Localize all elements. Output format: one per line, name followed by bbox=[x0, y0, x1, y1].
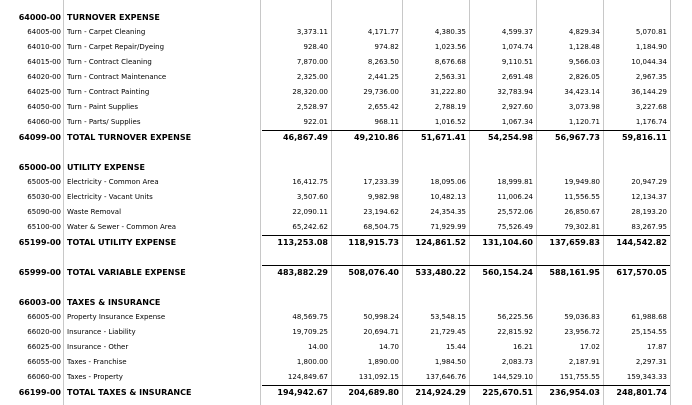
account-code[interactable]: 65005-00 bbox=[27, 178, 61, 186]
account-description[interactable]: Turn - Parts/ Supplies bbox=[67, 118, 141, 126]
value-cell[interactable]: 65,242.62 bbox=[292, 223, 328, 231]
account-code[interactable]: 65999-00 bbox=[18, 268, 61, 277]
table-row bbox=[0, 370, 692, 385]
value-cell[interactable]: 22,815.92 bbox=[497, 328, 533, 336]
total-value[interactable]: 56,967.73 bbox=[554, 133, 600, 142]
account-code[interactable]: 64010-00 bbox=[27, 43, 61, 51]
value-cell[interactable]: 48,569.75 bbox=[292, 313, 328, 321]
account-code[interactable]: 65100-00 bbox=[27, 223, 61, 231]
value-cell[interactable]: 2,528.97 bbox=[296, 103, 328, 111]
account-description[interactable]: Taxes - Franchise bbox=[67, 358, 127, 366]
total-value[interactable]: 483,882.29 bbox=[277, 268, 328, 277]
total-value[interactable]: 113,253.08 bbox=[277, 238, 328, 247]
account-description[interactable]: Electricity - Vacant Units bbox=[67, 193, 153, 201]
account-code[interactable]: 64050-00 bbox=[27, 103, 61, 111]
value-cell[interactable]: 23,194.62 bbox=[363, 208, 399, 216]
value-cell[interactable]: 7,870.00 bbox=[296, 58, 328, 66]
total-value[interactable]: 131,104.60 bbox=[482, 238, 533, 247]
account-description[interactable]: Turn - Paint Supplies bbox=[67, 103, 138, 111]
account-code[interactable]: 64000-00 bbox=[18, 13, 61, 22]
value-cell[interactable]: 50,998.24 bbox=[363, 313, 399, 321]
table-row bbox=[0, 310, 692, 325]
value-cell[interactable]: 15.44 bbox=[445, 343, 466, 351]
account-code[interactable]: 66055-00 bbox=[27, 358, 61, 366]
value-cell[interactable]: 20,694.71 bbox=[363, 328, 399, 336]
section-header-row bbox=[0, 10, 692, 25]
total-value[interactable]: 225,670.51 bbox=[482, 388, 533, 397]
value-cell[interactable]: 3,507.60 bbox=[296, 193, 328, 201]
value-cell[interactable]: 21,729.45 bbox=[430, 328, 466, 336]
value-cell[interactable]: 1,890.00 bbox=[367, 358, 399, 366]
account-code[interactable]: 64015-00 bbox=[27, 58, 61, 66]
account-description[interactable]: Turn - Contract Painting bbox=[67, 88, 150, 96]
value-cell[interactable]: 1,074.74 bbox=[501, 43, 533, 51]
value-cell[interactable]: 1,984.50 bbox=[434, 358, 466, 366]
value-cell[interactable]: 9,982.98 bbox=[367, 193, 399, 201]
total-value[interactable]: 248,801.74 bbox=[616, 388, 667, 397]
total-value[interactable]: 144,542.82 bbox=[616, 238, 667, 247]
total-value[interactable]: 54,254.98 bbox=[487, 133, 533, 142]
total-value[interactable]: 49,210.86 bbox=[353, 133, 399, 142]
value-cell[interactable]: 34,423.14 bbox=[564, 88, 600, 96]
total-value[interactable]: 46,867.49 bbox=[282, 133, 328, 142]
table-row bbox=[0, 175, 692, 190]
value-cell[interactable]: 9,110.51 bbox=[501, 58, 533, 66]
total-row bbox=[0, 235, 692, 250]
value-cell[interactable]: 2,187.91 bbox=[568, 358, 600, 366]
value-cell[interactable]: 2,441.25 bbox=[367, 73, 399, 81]
total-value[interactable]: 118,915.73 bbox=[348, 238, 399, 247]
value-cell[interactable]: 144,529.10 bbox=[492, 373, 533, 381]
value-cell[interactable]: 32,783.94 bbox=[497, 88, 533, 96]
account-code[interactable]: 65199-00 bbox=[18, 238, 61, 247]
value-cell[interactable]: 10,482.13 bbox=[430, 193, 466, 201]
value-cell[interactable]: 2,655.42 bbox=[367, 103, 399, 111]
account-code[interactable]: 64099-00 bbox=[18, 133, 61, 142]
value-cell[interactable]: 1,016.52 bbox=[434, 118, 466, 126]
table-row bbox=[0, 325, 692, 340]
total-value[interactable]: 204,689.80 bbox=[348, 388, 399, 397]
total-row bbox=[0, 385, 692, 400]
value-cell[interactable]: 20,947.29 bbox=[631, 178, 667, 186]
value-cell[interactable]: 14.70 bbox=[378, 343, 399, 351]
value-cell[interactable]: 1,128.48 bbox=[568, 43, 600, 51]
total-label[interactable]: TOTAL VARIABLE EXPENSE bbox=[67, 268, 186, 277]
account-code[interactable]: 66003-00 bbox=[18, 298, 61, 307]
total-label[interactable]: TOTAL TURNOVER EXPENSE bbox=[67, 133, 192, 142]
section-header-row bbox=[0, 295, 692, 310]
value-cell[interactable]: 11,006.24 bbox=[497, 193, 533, 201]
value-cell[interactable]: 29,736.00 bbox=[363, 88, 399, 96]
value-cell[interactable]: 5,070.81 bbox=[635, 28, 667, 36]
total-value[interactable]: 194,942.67 bbox=[277, 388, 328, 397]
section-header-row bbox=[0, 160, 692, 175]
value-cell[interactable]: 16,412.75 bbox=[292, 178, 328, 186]
value-cell[interactable]: 2,788.19 bbox=[434, 103, 466, 111]
value-cell[interactable]: 3,373.11 bbox=[296, 28, 328, 36]
total-row bbox=[0, 130, 692, 145]
account-code[interactable]: 65000-00 bbox=[18, 163, 61, 172]
value-cell[interactable]: 68,504.75 bbox=[363, 223, 399, 231]
value-cell[interactable]: 4,380.35 bbox=[434, 28, 466, 36]
value-cell[interactable]: 151,755.55 bbox=[559, 373, 600, 381]
value-cell[interactable]: 8,263.50 bbox=[367, 58, 399, 66]
total-value[interactable]: 236,954.03 bbox=[549, 388, 600, 397]
value-cell[interactable]: 8,676.68 bbox=[434, 58, 466, 66]
value-cell[interactable]: 3,073.98 bbox=[568, 103, 600, 111]
table-row bbox=[0, 85, 692, 100]
value-cell[interactable]: 25,572.06 bbox=[497, 208, 533, 216]
account-description[interactable]: Turn - Carpet Repair/Dyeing bbox=[67, 43, 165, 51]
value-cell[interactable]: 2,083.73 bbox=[501, 358, 533, 366]
account-code[interactable]: 66005-00 bbox=[27, 313, 61, 321]
account-code[interactable]: 65090-00 bbox=[27, 208, 61, 216]
total-value[interactable]: 137,659.83 bbox=[549, 238, 600, 247]
table-row bbox=[0, 25, 692, 40]
total-value[interactable]: 124,861.52 bbox=[415, 238, 466, 247]
value-cell[interactable]: 83,267.95 bbox=[631, 223, 667, 231]
total-value[interactable]: 533,480.22 bbox=[415, 268, 466, 277]
value-cell[interactable]: 17.87 bbox=[646, 343, 667, 351]
account-code[interactable]: 65030-00 bbox=[27, 193, 61, 201]
account-code[interactable]: 66060-00 bbox=[27, 373, 61, 381]
value-cell[interactable]: 2,826.05 bbox=[568, 73, 600, 81]
value-cell[interactable]: 11,556.55 bbox=[564, 193, 600, 201]
value-cell[interactable]: 17.02 bbox=[579, 343, 600, 351]
value-cell[interactable]: 28,193.20 bbox=[631, 208, 667, 216]
value-cell[interactable]: 4,171.77 bbox=[367, 28, 399, 36]
account-description[interactable]: Property Insurance Expense bbox=[67, 313, 166, 321]
account-code[interactable]: 64025-00 bbox=[27, 88, 61, 96]
value-cell[interactable]: 1,176.74 bbox=[635, 118, 667, 126]
section-title[interactable]: UTILITY EXPENSE bbox=[67, 163, 145, 172]
value-cell[interactable]: 59,036.83 bbox=[564, 313, 600, 321]
account-description[interactable]: Waste Removal bbox=[67, 208, 122, 216]
table-row bbox=[0, 205, 692, 220]
account-code[interactable]: 66025-00 bbox=[27, 343, 61, 351]
table-row bbox=[0, 115, 692, 130]
section-title[interactable]: TURNOVER EXPENSE bbox=[67, 13, 160, 22]
value-cell[interactable]: 26,850.67 bbox=[564, 208, 600, 216]
value-cell[interactable]: 23,956.72 bbox=[564, 328, 600, 336]
value-cell[interactable]: 2,563.31 bbox=[434, 73, 466, 81]
value-cell[interactable]: 4,829.34 bbox=[568, 28, 600, 36]
account-code[interactable]: 64005-00 bbox=[27, 28, 61, 36]
value-cell[interactable]: 2,325.00 bbox=[296, 73, 328, 81]
value-cell[interactable]: 31,222.80 bbox=[430, 88, 466, 96]
account-description[interactable]: Insurance - Liability bbox=[67, 328, 136, 336]
total-value[interactable]: 508,076.40 bbox=[348, 268, 399, 277]
value-cell[interactable]: 53,548.15 bbox=[430, 313, 466, 321]
value-cell[interactable]: 28,320.00 bbox=[292, 88, 328, 96]
table-row bbox=[0, 190, 692, 205]
value-cell[interactable]: 1,023.56 bbox=[434, 43, 466, 51]
value-cell[interactable]: 25,154.55 bbox=[631, 328, 667, 336]
value-cell[interactable]: 56,225.56 bbox=[497, 313, 533, 321]
value-cell[interactable]: 17,233.39 bbox=[363, 178, 399, 186]
account-description[interactable]: Turn - Carpet Cleaning bbox=[67, 28, 146, 36]
value-cell[interactable]: 71,929.99 bbox=[430, 223, 466, 231]
value-cell[interactable]: 36,144.29 bbox=[631, 88, 667, 96]
value-cell[interactable]: 968.11 bbox=[374, 118, 399, 126]
value-cell[interactable]: 2,297.31 bbox=[635, 358, 667, 366]
account-description[interactable]: Electricity - Common Area bbox=[67, 178, 159, 186]
account-code[interactable]: 66199-00 bbox=[18, 388, 61, 397]
value-cell[interactable]: 1,120.71 bbox=[568, 118, 600, 126]
account-code[interactable]: 64060-00 bbox=[27, 118, 61, 126]
value-cell[interactable]: 4,599.37 bbox=[501, 28, 533, 36]
total-label[interactable]: TOTAL TAXES & INSURANCE bbox=[67, 388, 192, 397]
account-description[interactable]: Taxes - Property bbox=[67, 373, 123, 381]
section-title[interactable]: TAXES & INSURANCE bbox=[67, 298, 161, 307]
value-cell[interactable]: 2,927.60 bbox=[501, 103, 533, 111]
account-description[interactable]: Insurance - Other bbox=[67, 343, 129, 351]
total-value[interactable]: 617,570.05 bbox=[616, 268, 667, 277]
value-cell[interactable]: 1,800.00 bbox=[296, 358, 328, 366]
value-cell[interactable]: 19,709.25 bbox=[292, 328, 328, 336]
value-cell[interactable]: 18,095.06 bbox=[430, 178, 466, 186]
value-cell[interactable]: 12,134.37 bbox=[631, 193, 667, 201]
value-cell[interactable]: 1,184.90 bbox=[635, 43, 667, 51]
total-value[interactable]: 51,671.41 bbox=[420, 133, 466, 142]
value-cell[interactable]: 3,227.68 bbox=[635, 103, 667, 111]
table-row bbox=[0, 355, 692, 370]
value-cell[interactable]: 2,691.48 bbox=[501, 73, 533, 81]
total-label[interactable]: TOTAL UTILITY EXPENSE bbox=[67, 238, 177, 247]
value-cell[interactable]: 1,067.34 bbox=[501, 118, 533, 126]
value-cell[interactable]: 131,092.15 bbox=[358, 373, 399, 381]
value-cell[interactable]: 16.21 bbox=[512, 343, 533, 351]
value-cell[interactable]: 19,949.80 bbox=[564, 178, 600, 186]
total-value[interactable]: 59,816.11 bbox=[621, 133, 667, 142]
value-cell[interactable]: 2,967.35 bbox=[635, 73, 667, 81]
value-cell[interactable]: 928.40 bbox=[303, 43, 328, 51]
table-row bbox=[0, 220, 692, 235]
account-description[interactable]: Turn - Contract Maintenance bbox=[67, 73, 167, 81]
value-cell[interactable]: 922.01 bbox=[303, 118, 328, 126]
table-row bbox=[0, 100, 692, 115]
value-cell[interactable]: 9,566.03 bbox=[568, 58, 600, 66]
value-cell[interactable]: 10,044.34 bbox=[631, 58, 667, 66]
value-cell[interactable]: 79,302.81 bbox=[564, 223, 600, 231]
total-value[interactable]: 214,924.29 bbox=[415, 388, 466, 397]
account-code[interactable]: 64020-00 bbox=[27, 73, 61, 81]
value-cell[interactable]: 18,999.81 bbox=[497, 178, 533, 186]
table-row bbox=[0, 55, 692, 70]
value-cell[interactable]: 974.82 bbox=[374, 43, 399, 51]
value-cell[interactable]: 22,090.11 bbox=[292, 208, 328, 216]
value-cell[interactable]: 124,849.67 bbox=[287, 373, 328, 381]
value-cell[interactable]: 159,343.33 bbox=[626, 373, 667, 381]
value-cell[interactable]: 137,646.76 bbox=[425, 373, 466, 381]
grand-total-row bbox=[0, 265, 692, 280]
total-value[interactable]: 588,161.95 bbox=[549, 268, 600, 277]
value-cell[interactable]: 14.00 bbox=[307, 343, 328, 351]
table-row bbox=[0, 70, 692, 85]
value-cell[interactable]: 24,354.35 bbox=[430, 208, 466, 216]
value-cell[interactable]: 75,526.49 bbox=[497, 223, 533, 231]
total-value[interactable]: 560,154.24 bbox=[482, 268, 533, 277]
account-description[interactable]: Water & Sewer - Common Area bbox=[67, 223, 177, 231]
table-row bbox=[0, 340, 692, 355]
table-row bbox=[0, 40, 692, 55]
account-description[interactable]: Turn - Contract Cleaning bbox=[67, 58, 152, 66]
value-cell[interactable]: 61,988.68 bbox=[631, 313, 667, 321]
account-code[interactable]: 66020-00 bbox=[27, 328, 61, 336]
